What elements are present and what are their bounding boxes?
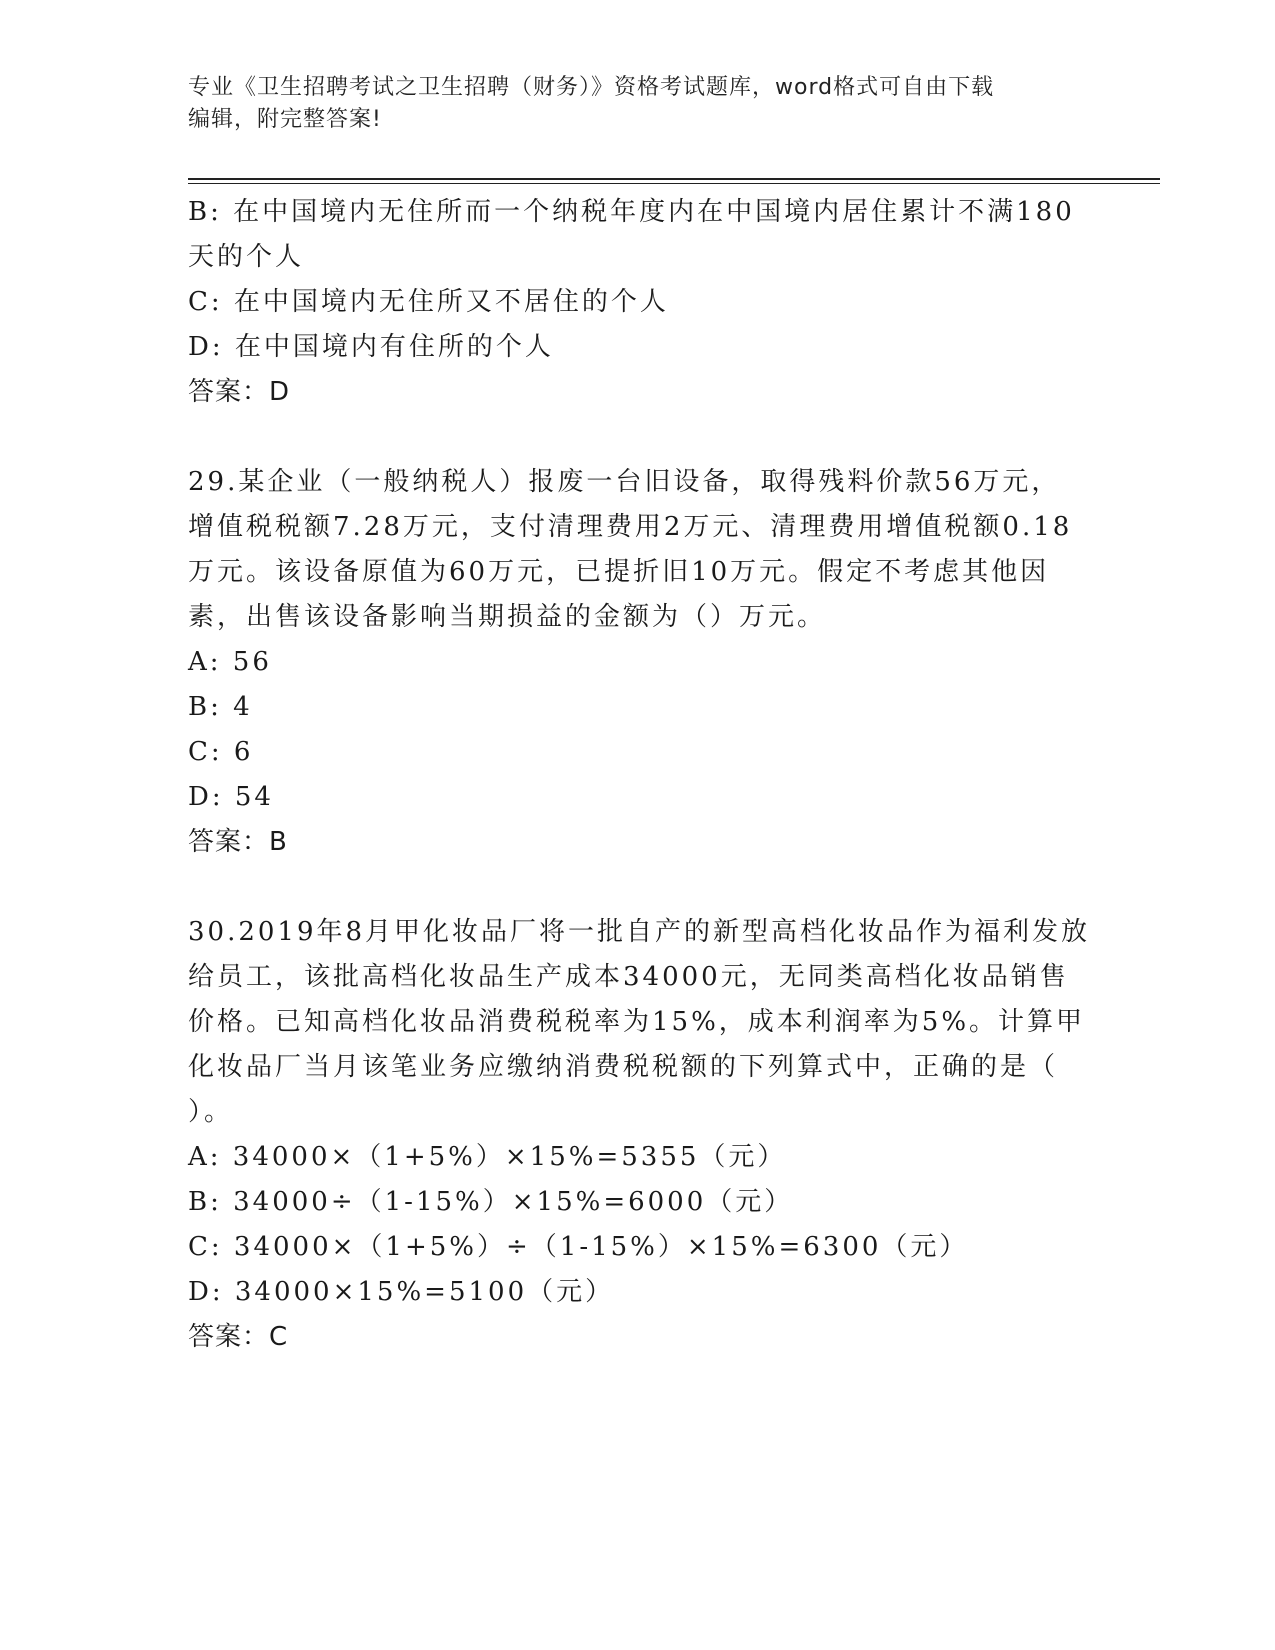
previous-question — [188, 190, 1088, 415]
header-line-1: 专业《卫生招聘考试之卫生招聘（财务）》资格考试题库，word格式可自由下载 — [188, 75, 995, 100]
option-d: D: 34000×15%=5100（元） — [188, 1277, 615, 1307]
option-c: C: 34000×（1+5%）÷（1-15%）×15%=6300（元） — [188, 1232, 969, 1262]
question-stem-line: 化妆品厂当月该笔业务应缴纳消费税税额的下列算式中，正确的是（ — [188, 1052, 1059, 1082]
document-header — [188, 72, 1088, 136]
question-stem-line: ）。 — [188, 1097, 234, 1127]
option-d: D: 54 — [188, 782, 274, 812]
question-stem-line: 29.某企业（一般纳税人）报废一台旧设备，取得残料价款56万元， — [188, 467, 1061, 497]
document-body — [188, 190, 1091, 1360]
header-line-2: 编辑，附完整答案! — [188, 107, 382, 132]
header-divider-thick — [188, 178, 1160, 180]
question-stem-line: 给员工，该批高档化妆品生产成本34000元，无同类高档化妆品销售 — [188, 962, 1069, 992]
option-b-line-2: 天的个人 — [188, 242, 305, 272]
spacer — [188, 865, 1088, 910]
question-30 — [188, 910, 1091, 1360]
option-c: C: 在中国境内无住所又不居住的个人 — [188, 287, 669, 317]
option-b-line-1: B: 在中国境内无住所而一个纳税年度内在中国境内居住累计不满180 — [188, 197, 1075, 227]
option-b: B: 34000÷（1-15%）×15%=6000（元） — [188, 1187, 794, 1217]
answer: 答案：B — [188, 827, 288, 857]
option-c: C: 6 — [188, 737, 254, 767]
question-29 — [188, 460, 1088, 865]
spacer — [188, 415, 1088, 460]
question-stem-line: 素，出售该设备影响当期损益的金额为（）万元。 — [188, 602, 827, 632]
question-stem-line: 30.2019年8月甲化妆品厂将一批自产的新型高档化妆品作为福利发放 — [188, 917, 1091, 947]
option-a: A: 34000×（1+5%）×15%=5355（元） — [188, 1142, 787, 1172]
question-stem-line: 万元。该设备原值为60万元，已提折旧10万元。假定不考虑其他因 — [188, 557, 1050, 587]
question-stem-line: 价格。已知高档化妆品消费税税率为15%，成本利润率为5%。计算甲 — [188, 1007, 1086, 1037]
option-b: B: 4 — [188, 692, 253, 722]
option-d: D: 在中国境内有住所的个人 — [188, 332, 554, 362]
answer: 答案：C — [188, 1322, 289, 1352]
question-stem-line: 增值税税额7.28万元，支付清理费用2万元、清理费用增值税额0.18 — [188, 512, 1073, 542]
header-divider-thin — [188, 183, 1160, 184]
option-a: A: 56 — [188, 647, 272, 677]
answer: 答案：D — [188, 377, 291, 407]
